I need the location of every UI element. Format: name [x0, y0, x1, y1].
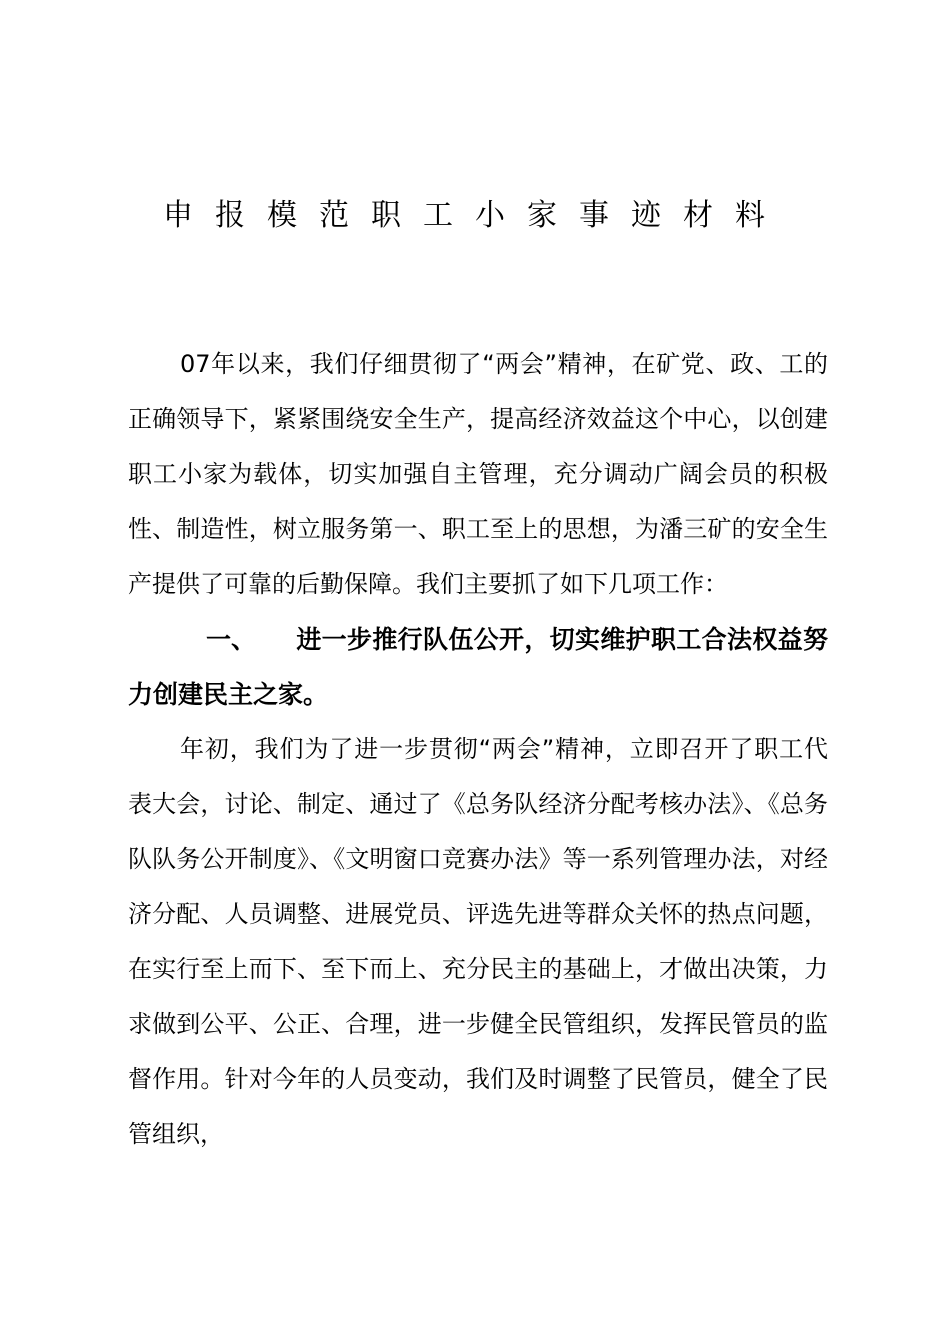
section-heading-number: 一、: [206, 625, 257, 654]
section-heading-1: [128, 612, 828, 722]
section-heading-text: 进一步推行队伍公开，切实维护职工合法权益努力创建民主之家。: [128, 625, 828, 709]
paragraph-intro: 07年以来，我们仔细贯彻了“两会”精神，在矿党、政、工的正确领导下，紧紧围绕安全生产，提高经济效益这个中心，以创建职工小家为载体，切实加强自主管理，充分调动广阔会员的积极性、制造性，树立服务第一、职工至上的思想，为潘三矿的安全生产提供了可靠的后勤保障。我们主要抓了如下几项工作：: [128, 350, 828, 598]
document-title: 申报模范职工小家事迹材料: [163, 198, 787, 233]
document-body: [128, 337, 828, 1162]
paragraph-section-1: 年初，我们为了进一步贯彻“两会”精神，立即召开了职工代表大会，讨论、制定、通过了《总务队经济分配考核办法》、《总务队队务公开制度》、《文明窗口竞赛办法》等一系列管理办法，对经济分配、人员调整、进展党员、评选先进等群众关怀的热点问题，在实行至上而下、至下而上、充分民主的基础上，才做出决策，力求做到公平、公正、合理，进一步健全民管组织，发挥民管员的监督作用。针对今年的人员变动，我们及时调整了民管员，健全了民管组织，: [128, 735, 828, 1148]
